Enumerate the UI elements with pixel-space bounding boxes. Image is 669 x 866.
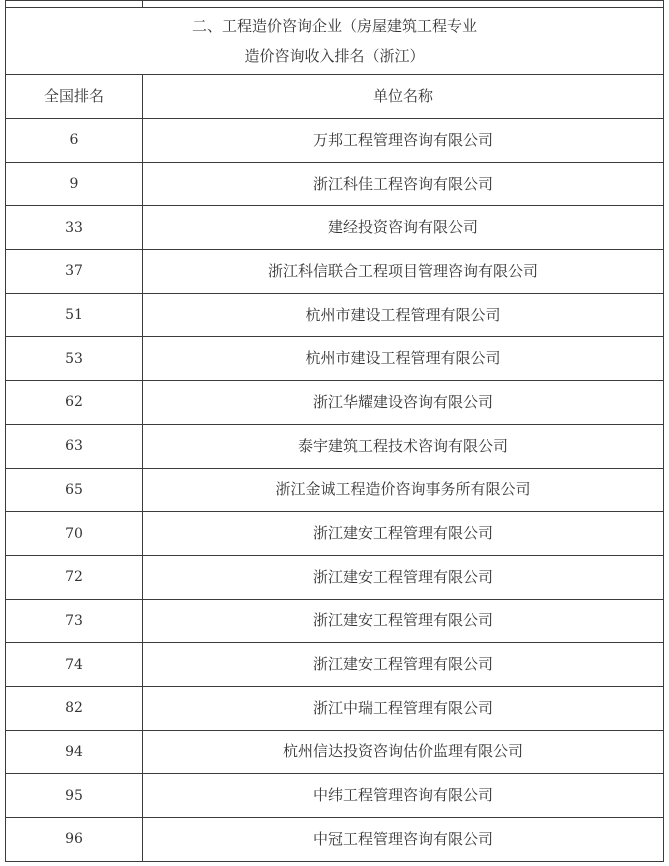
stub-cell-rank (6, 1, 143, 8)
table-row (6, 250, 664, 294)
company-name-cell: 浙江科佳工程咨询有限公司 (143, 162, 664, 206)
company-name-cell: 浙江华耀建设咨询有限公司 (143, 381, 664, 425)
rank-cell: 51 (6, 293, 143, 337)
company-name-cell: 浙江建安工程管理有限公司 (143, 643, 664, 687)
table-row (6, 381, 664, 425)
company-name-cell: 泰宇建筑工程技术咨询有限公司 (143, 424, 664, 468)
table-row (6, 818, 664, 862)
section-title-row (6, 8, 664, 75)
table-row (6, 206, 664, 250)
rank-cell: 95 (6, 774, 143, 818)
rank-cell: 65 (6, 468, 143, 512)
rank-cell: 6 (6, 119, 143, 163)
section-title-line-2: 造价咨询收入排名（浙江） (244, 47, 425, 65)
table-row (6, 599, 664, 643)
rank-cell: 82 (6, 686, 143, 730)
rank-cell: 9 (6, 162, 143, 206)
table-row (6, 774, 664, 818)
rank-cell: 70 (6, 512, 143, 556)
rank-cell: 73 (6, 599, 143, 643)
company-name-cell: 浙江建安工程管理有限公司 (143, 512, 664, 556)
company-name-cell: 浙江金诚工程造价咨询事务所有限公司 (143, 468, 664, 512)
company-name-cell: 中冠工程管理咨询有限公司 (143, 818, 664, 862)
table-row (6, 555, 664, 599)
company-name-cell: 建经投资咨询有限公司 (143, 206, 664, 250)
stub-cell-name (143, 1, 664, 8)
company-name-cell: 杭州市建设工程管理有限公司 (143, 293, 664, 337)
rank-cell: 96 (6, 818, 143, 862)
section-title (6, 8, 664, 75)
rank-cell: 33 (6, 206, 143, 250)
rank-cell: 37 (6, 250, 143, 294)
table-row (6, 293, 664, 337)
company-name-cell: 万邦工程管理咨询有限公司 (143, 119, 664, 163)
ranking-table (5, 0, 664, 862)
company-name-cell: 杭州市建设工程管理有限公司 (143, 337, 664, 381)
company-name-cell: 浙江中瑞工程管理有限公司 (143, 686, 664, 730)
column-header-rank: 全国排名 (6, 75, 143, 119)
table-row (6, 337, 664, 381)
section-title-line-1: 二、工程造价咨询企业（房屋建筑工程专业 (191, 17, 477, 35)
table-row (6, 424, 664, 468)
table-row (6, 162, 664, 206)
table-row (6, 686, 664, 730)
company-name-cell: 浙江科信联合工程项目管理咨询有限公司 (143, 250, 664, 294)
column-header-company: 单位名称 (143, 75, 664, 119)
company-name-cell: 浙江建安工程管理有限公司 (143, 555, 664, 599)
rank-cell: 72 (6, 555, 143, 599)
table-row (6, 468, 664, 512)
table-row (6, 119, 664, 163)
previous-table-end-row (6, 1, 664, 8)
ranking-table-container (5, 0, 663, 866)
rank-cell: 62 (6, 381, 143, 425)
table-row (6, 512, 664, 556)
rank-cell: 94 (6, 730, 143, 774)
rank-cell: 53 (6, 337, 143, 381)
company-name-cell: 杭州信达投资咨询估价监理有限公司 (143, 730, 664, 774)
table-row (6, 730, 664, 774)
company-name-cell: 中纬工程管理咨询有限公司 (143, 774, 664, 818)
table-header-row (6, 75, 664, 119)
table-row (6, 643, 664, 687)
rank-cell: 63 (6, 424, 143, 468)
rank-cell: 74 (6, 643, 143, 687)
company-name-cell: 浙江建安工程管理有限公司 (143, 599, 664, 643)
